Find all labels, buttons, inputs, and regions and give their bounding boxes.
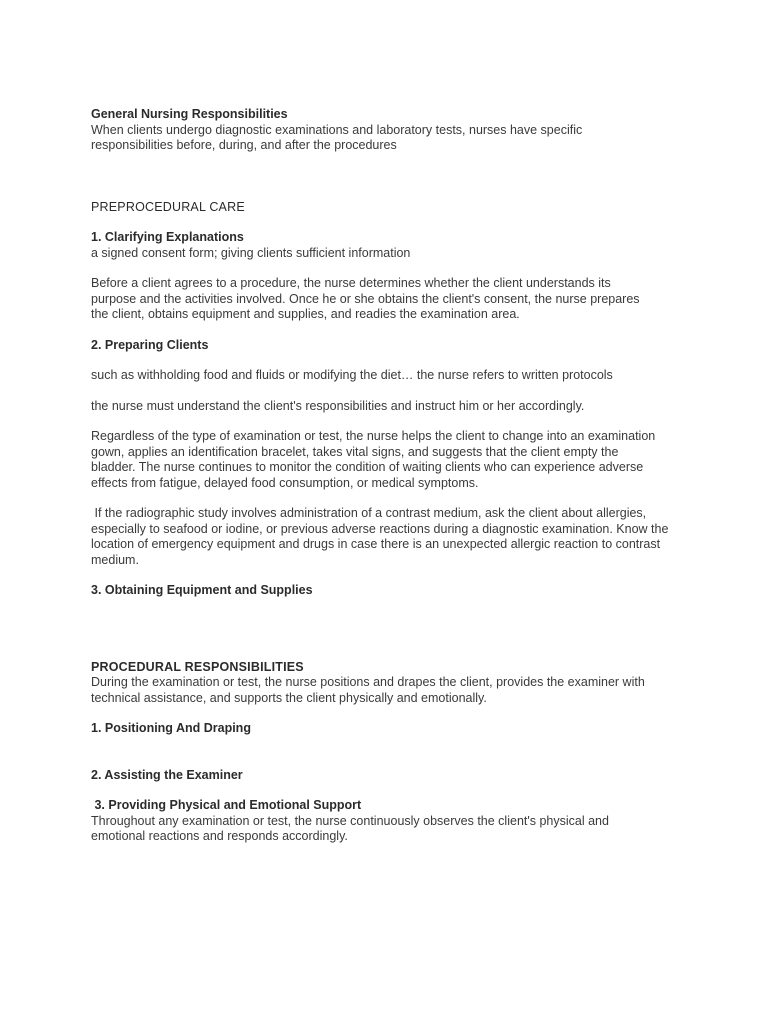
- document-title: General Nursing Responsibilities: [91, 107, 288, 121]
- preparing-clients-paragraph-3: Regardless of the type of examination or test, the nurse helps the client to change into an examination gown, applies an identification bracelet, takes vital signs, and suggests that the client empty the bladder. The nurse continues to monitor the condition of waiting clients who can experience adverse effects from fatigue, delayed food consumption, or medical symptoms.: [91, 429, 656, 490]
- preprocedural-heading: PREPROCEDURAL CARE: [91, 199, 245, 214]
- clarifying-explanations-paragraph: Before a client agrees to a procedure, the nurse determines whether the client understands its purpose and the activities involved. Once he or she obtains the client's consent, the nurse prepares the client, obtains equipment and supplies, and readies the examination area.: [91, 276, 640, 321]
- preparing-clients-paragraph-4: If the radiographic study involves administration of a contrast medium, ask the client about allergies, especially to seafood or iodine, or previous adverse reactions during a diagnostic examination. Know the location of emergency equipment and drugs in case there is an unexpected allergic reaction to contrast medium.: [91, 506, 672, 567]
- procedural-intro: During the examination or test, the nurse positions and drapes the client, provides the examiner with technical assistance, and supports the client physically and emotionally.: [91, 675, 645, 705]
- physical-emotional-support-title: 3. Providing Physical and Emotional Support: [91, 798, 362, 812]
- procedural-section: [91, 660, 691, 845]
- preparing-clients-title: 2. Preparing Clients: [91, 337, 209, 352]
- clarifying-explanations-title: 1. Clarifying Explanations: [91, 230, 244, 244]
- obtaining-equipment-title: 3. Obtaining Equipment and Supplies: [91, 583, 313, 597]
- procedural-heading: PROCEDURAL RESPONSIBILITIES: [91, 659, 304, 674]
- intro-section: [91, 107, 691, 154]
- preparing-clients-paragraph-2: the nurse must understand the client's responsibilities and instruct him or her accordingly.: [91, 398, 585, 413]
- positioning-draping-title: 1. Positioning And Draping: [91, 721, 251, 735]
- physical-emotional-support-paragraph: Throughout any examination or test, the nurse continuously observes the client's physical and emotional reactions and responds accordingly.: [91, 813, 609, 843]
- intro-paragraph: When clients undergo diagnostic examinations and laboratory tests, nurses have specific responsibilities before, during, and after the procedures: [91, 122, 583, 152]
- document-page: [91, 107, 691, 845]
- preparing-clients-paragraph-1: such as withholding food and fluids or modifying the diet… the nurse refers to written protocols: [91, 368, 613, 382]
- preprocedural-section: [91, 200, 691, 599]
- clarifying-explanations-subtext: a signed consent form; giving clients sufficient information: [91, 245, 411, 260]
- assisting-examiner-title: 2. Assisting the Examiner: [91, 767, 243, 782]
